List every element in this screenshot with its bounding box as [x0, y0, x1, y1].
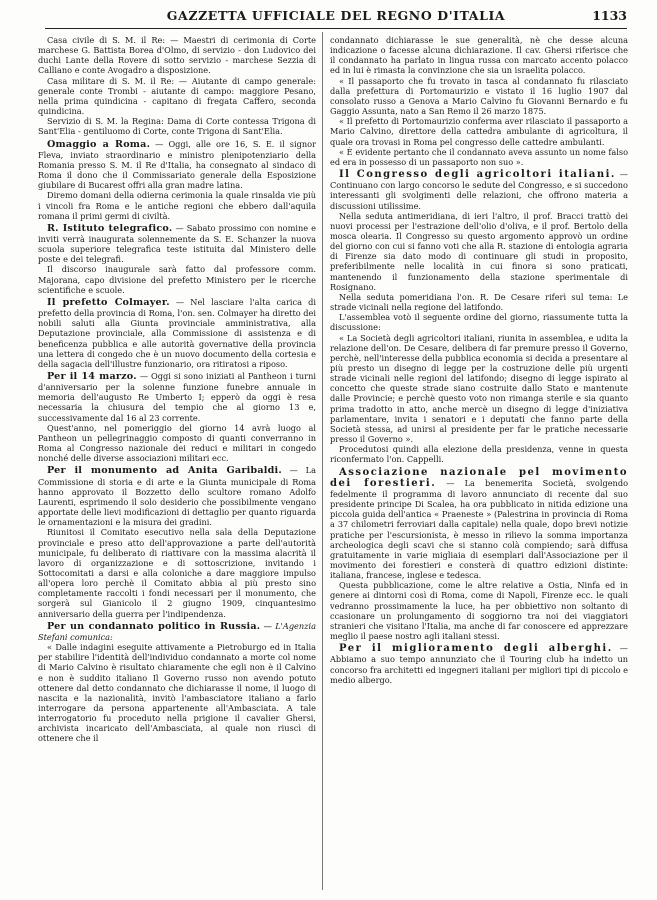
paragraph [330, 312, 628, 332]
paragraph-text: — La Commissione di storia e di arte e la Giunta municipale di Roma hanno approvato il Bozzetto dello scultore romano Adolfo Laurenti, esprimendo il solo desiderio che possibilmente vengano apportate delle lievi modificazioni di dettaglio per quanto riguarda le ornamentazioni e la misura dei gradini. [38, 465, 316, 528]
article-paragraph [38, 223, 316, 265]
paragraph [330, 292, 628, 312]
paragraph-text: Casa civile di S. M. il Re: — Maestri di cerimonia di Corte marchese G. Battista Borea d'Olmo, di servizio - don Ludovico dei duchi Lante della Rovere di sotto servizio - marchese Sezzia di Calliano e conte Avogadro a disposizione. [38, 35, 316, 76]
article-heading: Per il monumento ad Anita Garibaldi. [47, 465, 282, 477]
paragraph-text: Diremo domani della odierna cerimonia la quale rinsalda vie più i vincoli fra Roma e le antiche regioni che ebbero dall'aquila romana il primi germi di civiltà. [38, 190, 316, 221]
article-paragraph [38, 621, 316, 642]
paragraph-text: — Oggi, alle ore 16, S. E. il signor Fleva, inviato straordinario e ministro plenipotenziario della Romania presso S. M. il Re d'Italia, ha consegnato al sindaco di Roma il dono che il Commissariato generale della Esposizione giubilare di Bucarest offri alla gran madre latina. [38, 138, 316, 191]
article-heading: Per il 14 marzo. [47, 371, 137, 382]
paragraph [330, 444, 628, 464]
article-paragraph [38, 297, 316, 369]
paragraph-text: Quest'anno, nel pomeriggio del giorno 14 avrà luogo al Pantheon un pellegrinaggio composto di quanti converranno in Roma al Congresso nazionale dei reduci e militari in congedo nonché delle diverse associazioni militari ecc. [38, 422, 316, 464]
paragraph [38, 76, 316, 117]
article-heading: R. Istituto telegrafico. [47, 222, 173, 234]
article-paragraph [330, 169, 628, 211]
paragraph-text: L'assemblea votò il seguente ordine del giorno, riassumente tutta la discussione: [330, 312, 628, 333]
right-column [330, 35, 628, 888]
paragraph [38, 35, 316, 76]
article-heading: Per un condannato politico in Russia. [47, 620, 261, 632]
paragraph [330, 147, 628, 167]
paragraph [38, 190, 316, 220]
article-paragraph [38, 465, 316, 527]
paragraph-text: condannato dichiarasse le sue generalità, nè che desse alcuna indicazione o facesse alcuna dichiarazione. Il cav. Ghersi riferisce che il condannato ha parlato in lingua russa con marcato accento polacco ed in lui è rimasta la convinzione che sia un israelita polacco. [330, 35, 628, 76]
paragraph-text: — Oggi si sono iniziati al Pantheon i turni d'anniversario per la solenne funzione funebre annuale in memoria dell'augusto Re Umberto I; epperò da oggi è resa necessaria la chiusura del tempio che al giorno 13 e, successivamente dal 16 al 23 corrente. [38, 371, 316, 423]
paragraph-text: « Il passaporto che fu trovato in tasca al condannato fu rilasciato dalla prefettura di Portomaurizio e vistato il 16 luglio 1907 dal consolato russo a Genova a Mario Calvino fu Giovanni Bernardo e fu Gaggio Assunta, nato a San Remo il 26 marzo 1875. [330, 75, 628, 117]
header-rule [45, 28, 627, 29]
article-heading: Associazione nazionale pel movimento dei forestieri. [330, 466, 628, 489]
paragraph [330, 211, 628, 292]
paragraph-text: — Abbiamo a suo tempo annunziato che il Touring club ha indetto un concorso fra architetti ed ingegneri italiani per migliori tipi di piccolo e medio albergo. [330, 643, 628, 685]
paragraph [38, 264, 316, 294]
article-heading: Per il miglioramento degli alberghi. [339, 643, 613, 655]
article-heading: Omaggio a Roma. [47, 138, 151, 150]
paragraph-text: Riunitosi il Comitato esecutivo nella sala della Deputazione provinciale e preso atto dell'approvazione a parte dell'autorità municipale, fu deliberato di riattivare con la massima alacrità il lavoro di organizzazione e di sottoscrizione, invitando i Sottocomitati a darsi e alla coloniche a dare maggiore impulso all'opera loro perchè il Comitato abbia al più presto sino completamente raccolti i fondi necessari per il monumento, che sorgerà sul Gianicolo il 2 giugno 1909, cinquantesimo anniversario della guerra per l'indipendenza. [38, 527, 316, 619]
article-heading: Il prefetto Colmayer. [47, 296, 170, 308]
paragraph [330, 35, 628, 76]
paragraph [330, 333, 628, 445]
paragraph-text: — Nel lasciare l'alta carica di prefetto della provincia di Roma, l'on. sen. Colmayer ha diretto dei nobili saluti alla Giunta provinciale amministrativa, alla Deputazione provinciale, alla Commissione di assistenza e di beneficenza pubblica e alle autorità governative della provincia una lettera di congedo che è un nuovo documento della cortesia e della sagacia dell'illustre funzionario, ora ritiratosi a riposo. [38, 296, 316, 369]
paragraph-text: Procedutosi quindi alla elezione della presidenza, venne in questa riconfermato l'on. Cappelli. [330, 444, 628, 465]
article-paragraph [330, 467, 628, 581]
column-divider [322, 32, 323, 890]
paragraph [38, 642, 316, 744]
paragraph [330, 116, 628, 146]
paragraph-text: — L'Agenzia Stefani comunica: [38, 620, 316, 642]
paragraph-text: Nella seduta pomeridiana l'on. R. De Cesare riferì sul tema: Le strade vicinali nella regione del latifondo. [330, 291, 628, 313]
paragraph-text: Il discorso inaugurale sarà fatto dal professore comm. Majorana, capo divisione del prefetto Ministero per le ricerche scientifiche e scuole. [38, 264, 316, 295]
paragraph [330, 580, 628, 641]
paragraph-text: Questa pubblicazione, come le altre relative a Ostia, Ninfa ed in genere ai dintorni così di Roma, come di Napoli, Firenze ecc. le quali vedranno prossimamente la luce, ha per obbiettivo non soltanto di ccasionare un prolungamento di soggiorno tra noi dei viaggiatori stranieri che visitano l'Italia, ma anche di far conoscere ed apprezzare meglio il paese nostro agli italiani stessi. [330, 580, 628, 642]
article-paragraph [330, 643, 628, 685]
article-paragraph [38, 371, 316, 423]
article-paragraph [38, 139, 316, 191]
left-column [38, 35, 316, 888]
page-number: 1133 [592, 8, 627, 23]
paragraph-text: « È evidente pertanto che il condannato aveva assunto un nome falso ed era in possesso di un passaporto non suo ». [330, 146, 628, 167]
paragraph-text: « Il prefetto di Portomaurizio conferma aver rilasciato il passaporto a Mario Calvino, direttore della cattedra ambulante di agricoltura, il quale ora trovasi in Roma pel congresso delle cattedre ambulanti. [330, 116, 628, 147]
paragraph [38, 116, 316, 136]
paragraph [38, 527, 316, 618]
article-heading: Il Congresso degli agricoltori italiani. [339, 169, 616, 181]
paragraph [38, 423, 316, 464]
paragraph-text: — La benemerita Società, svolgendo fedelmente il programma di lavoro annunciato di recente dal suo presidente principe Di Scalea, ha ora pubblicato in nitida edizione una piccola guida dell'antica « Praeneste » (Palestrina in provincia di Roma a 37 chilometri ferroviari dalla capitale) nella quale, dopo brevi notizie pratiche per l'escursionista, è messo in rilievo la somma importanza archeologica degli scavi che si stanno colà compiendo; sarà diffusa gratuitamente in varie migliaia di esemplari dall'Associazione per il movimento dei forestieri e consterà di quattro edizioni distinte: italiana, francese, inglese e tedesca. [330, 477, 628, 581]
page-title: GAZZETTA UFFICIALE DEL REGNO D'ITALIA [166, 8, 506, 23]
paragraph-text: Casa militare di S. M. il Re: — Aiutante di campo generale: generale conte Trombi - aiutante di campo: maggiore Pesano, nella prima quindicina - capitano di fregata Caffero, seconda quindicina. [38, 75, 316, 117]
page-header [45, 8, 627, 26]
paragraph-text: Nella seduta antimeridiana, di ieri l'altro, il prof. Bracci trattò dei nuovi processi per l'estrazione dell'olio d'oliva, e il prof. Bertolo della mosca olearia. Il Congresso su questo argomento approvò un ordine del giorno con cui si fanno voti che alla R. stazione di entologia agraria di Firenze sia dato modo di continuare gli studi in proposito, preferibilmente nelle località in cui finora si sono praticati, mantenendo il funzionamento della stazione sperimentale di Rosignano. [330, 210, 628, 292]
paragraph-text: — Continuano con largo concorso le sedute del Congresso, e si succedono interessanti gli svolgimenti delle relazioni, che offrono materia a discussioni utilissime. [330, 169, 628, 211]
paragraph-text: « La Società degli agricoltori italiani, riunita in assemblea, e udita la relazione dell'on. De Cesare, delibera di far premure presso il Governo, perchè, nell'interesse della pubblica economia si decida a presentare al più presto un disegno di legge per la costruzione delle più urgenti strade vicinali nelle regioni del latifondo; disegno di legge ispirato al concetto che queste strade siano costruite dallo Stato e mantenute dalle Provincie; e perchè questo voto non rimanga sterile e sia quanto prima tradotto in atto, anche mercè un disegno di legge d'iniziativa parlamentare, invita i senatori e i deputati che fanno parte della Società stessa, ad unirsi al presidente per far le pratiche necessarie presso il Governo ». [330, 332, 628, 445]
paragraph [330, 76, 628, 117]
paragraph-text: Servizio di S. M. la Regina: Dama di Corte contessa Trigona di Sant'Elia - gentiluomo di Corte, conte Trigona di Sant'Elia. [38, 116, 316, 137]
paragraph-text: « Dalle indagini eseguite attivamente a Pietroburgo ed in Italia per stabilire l'identità dell'individuo condannato a morte col nome di Mario Calvino è risultato chiaramente che egli non è il Calvino e non è suddito italiano Il Governo russo non avendo potuto ottenere dal detto condannato che dichiarasse il nome, il luogo di nascita e la nazionalità, invitò l'ambasciatore italiano a farlo interrogare da persona appartenente all'Ambasciata. A tale interrogatorio fu proceduto nella prigione il cavalier Ghersi, archivista incaricato dell'Ambasciata, al quale non riuscì di ottenere che il [38, 642, 316, 744]
paragraph-text: — Sabato prossimo con nomine e inviti verrà inaugurata solennemente da S. E. Schanzer la nuova scuola superiore telegrafica teste istituita dal Ministero delle poste e dei telegrafi. [38, 222, 316, 265]
